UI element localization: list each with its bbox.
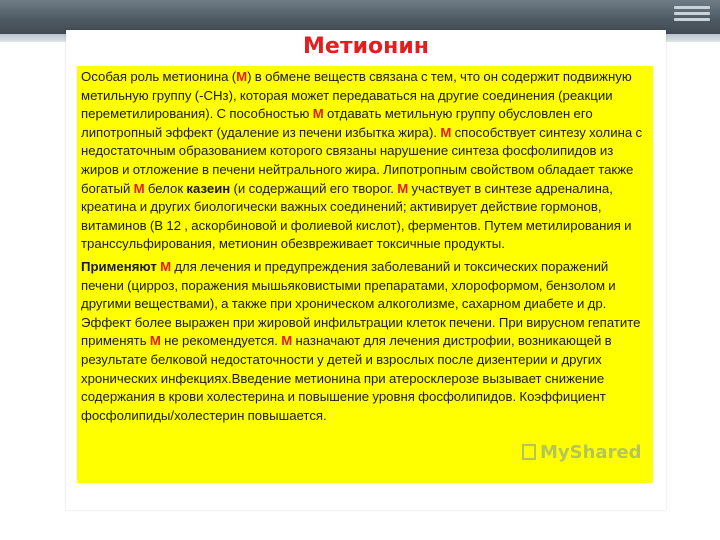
- watermark-text: MyShared: [540, 442, 642, 463]
- methionine-abbrev: М: [236, 69, 248, 84]
- methionine-abbrev: М: [312, 106, 324, 122]
- text-run: участвует в синтезе адреналина, креатина и других биологически важных соединений; активирует действие гормонов, витаминов (В 12 , аскорбиновой и фолиевой кислот), ферментов. Путем метилирования и транссульфирования, метионин обезвреживает токсичные продукты.: [81, 180, 632, 252]
- methionine-abbrev: М: [160, 258, 172, 274]
- text-run: отдавать метильную группу обусловлен его липотропный эффект (удаление из печени избытка жира).: [81, 106, 593, 140]
- text-run: не рекомендуется.: [160, 333, 282, 349]
- text-run: для лечения и предупреждения заболеваний и токсических поражений печени (цирроз, поражения мышьяковистыми препаратами, хлороформом, бензолом и другими веществами), а также при хроническом алкоголизме, сахарном диабете и др. Эффект более выражен при жировой инфильтрации клеток печени. При вирусном гепатите применять: [81, 258, 641, 349]
- text-run: ) в обмене веществ связана с тем, что он содержит подвижную метильную группу (-СНз), которая может передаваться на другие соединения (реакции переметилирования). С пособностью: [81, 69, 632, 122]
- slide-body: [81, 68, 647, 425]
- paragraph-role: [81, 68, 647, 254]
- text-run: назначают для лечения дистрофии, возникающей в результате белковой недостаточности у детей и взрослых после дизентерии и других хронических инфекциях.Введение метионина при атеросклерозе вызывает снижение содержания в крови холестерина и повышение уровня фосфолипидов. Коэффициент фосфолипиды/холестерин повышается.: [81, 333, 612, 423]
- bold-term: Применяют: [81, 258, 157, 274]
- slide-title: Метионин: [303, 34, 429, 59]
- text-run: Особая роль метионина (: [81, 69, 237, 84]
- text-run: белок: [144, 180, 187, 196]
- methionine-abbrev: М: [149, 333, 161, 349]
- watermark-icon: [522, 444, 536, 460]
- bold-term: казеин: [186, 180, 231, 196]
- watermark: [522, 442, 642, 466]
- text-run: (и содержащий его творог.: [230, 180, 398, 196]
- text-run: способствует синтезу холина с недостаточным образованием которого связаны нарушение синтеза фосфолипидов из жиров и отложение в печени нейтрального жира. Липотропным свойством обладает также богатый: [81, 124, 643, 196]
- methionine-abbrev: М: [133, 180, 145, 196]
- methionine-abbrev: М: [397, 180, 409, 196]
- paragraph-usage: [81, 258, 647, 425]
- header-decoration: [674, 6, 710, 32]
- header-bar: [0, 0, 720, 34]
- methionine-abbrev: М: [440, 124, 452, 140]
- methionine-abbrev: М: [281, 333, 293, 349]
